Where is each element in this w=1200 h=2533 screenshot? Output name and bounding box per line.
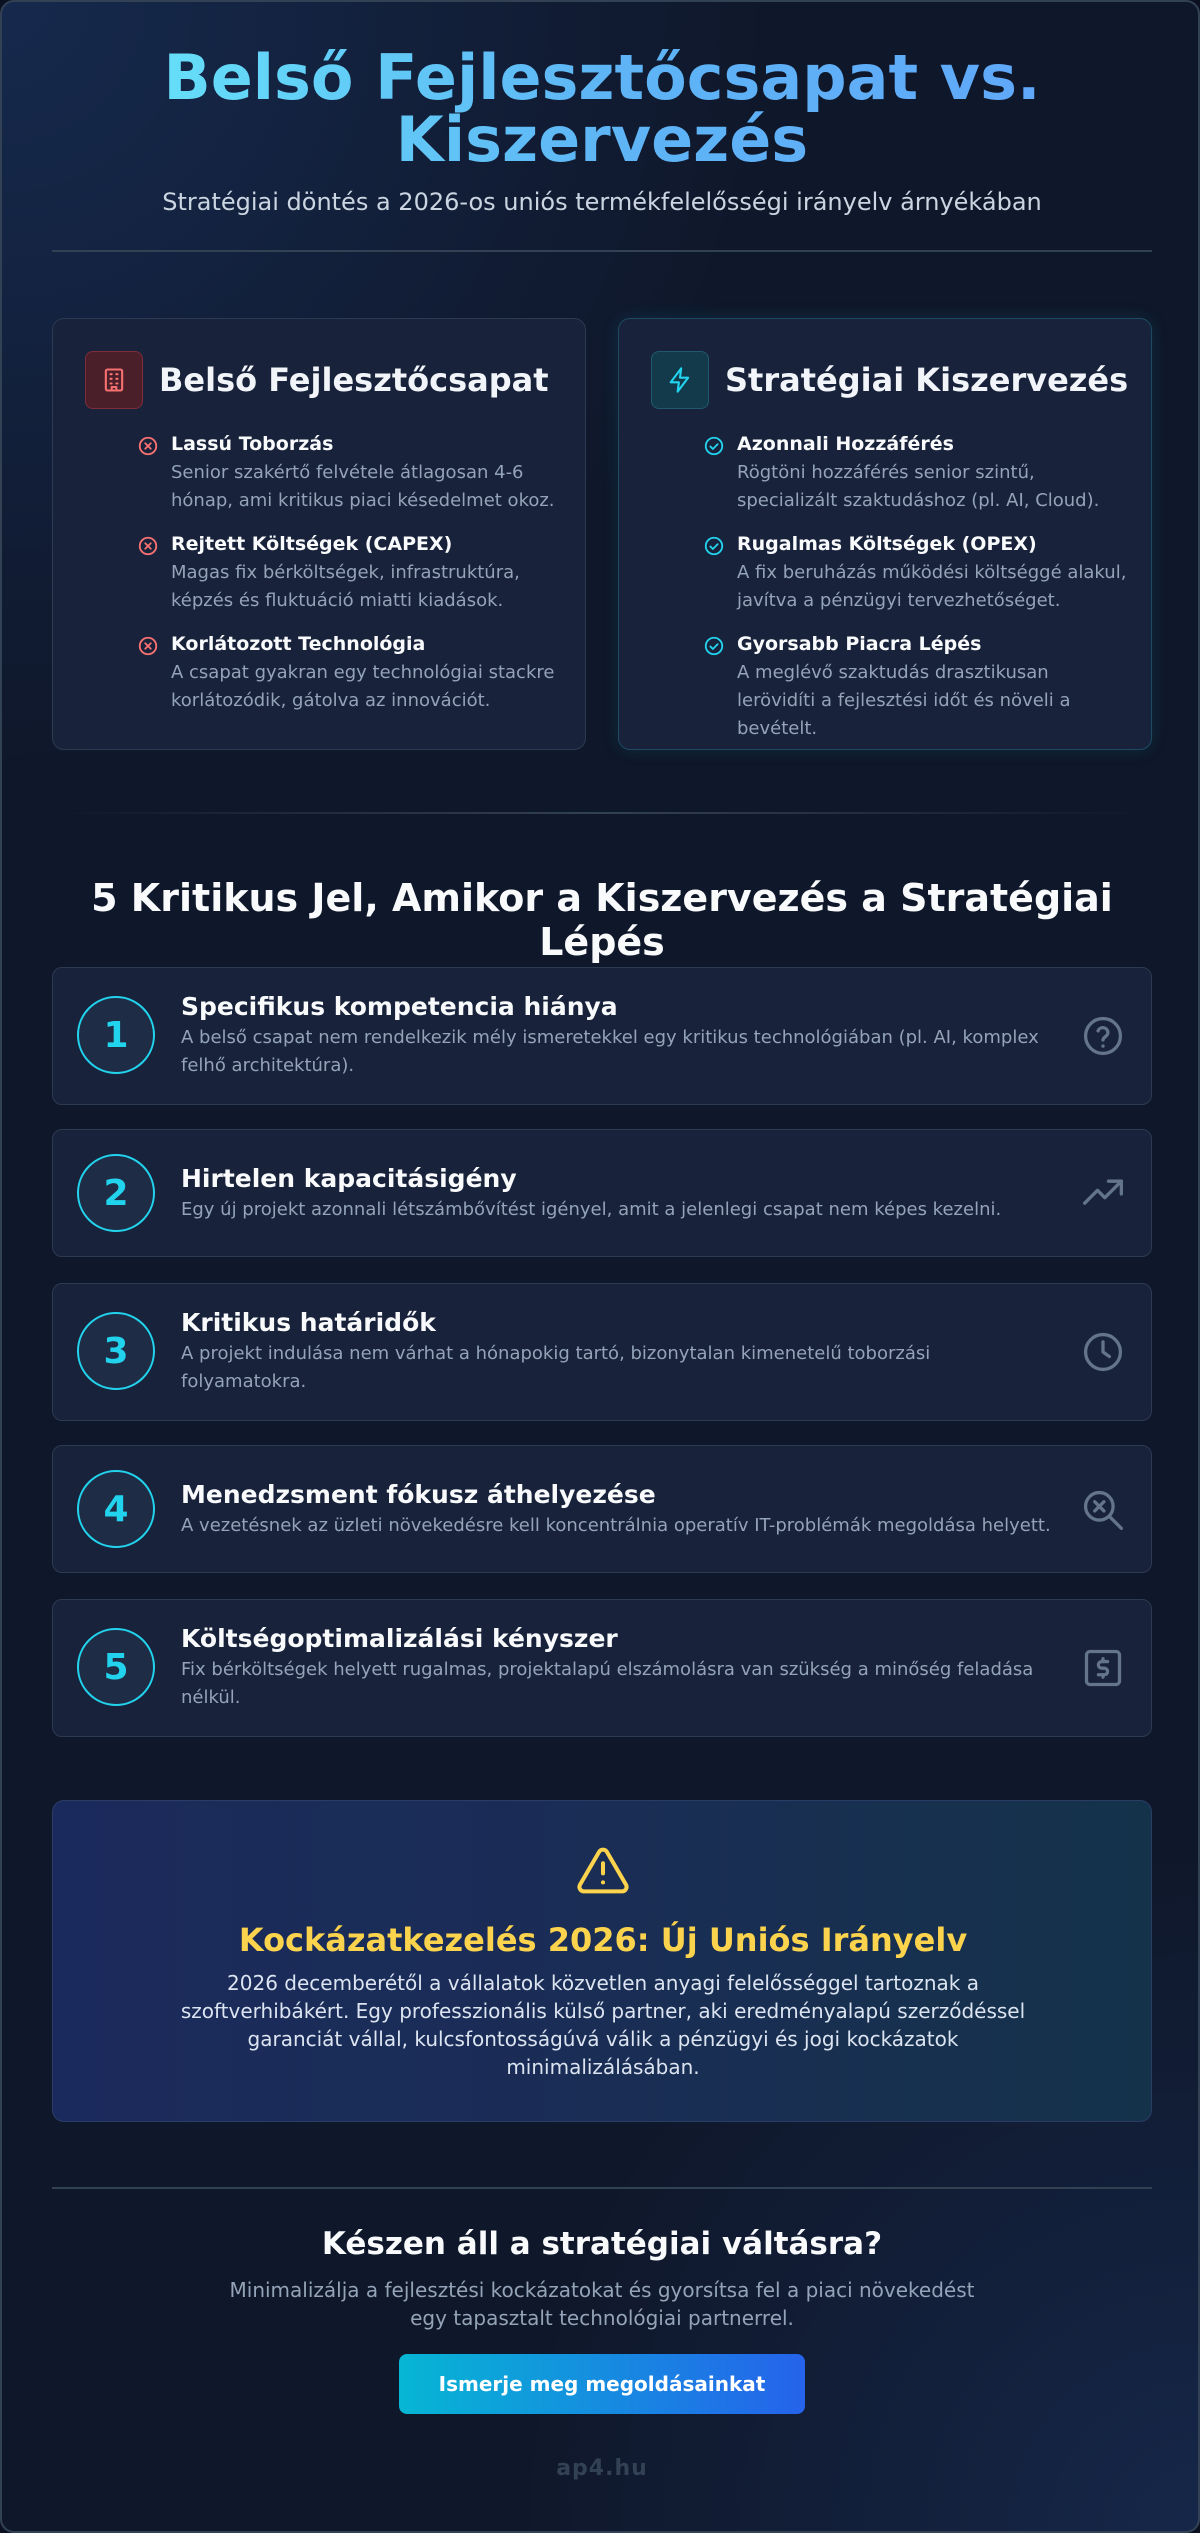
inhouse-point <box>53 531 587 615</box>
signal-item <box>52 1599 1152 1737</box>
cta-divider <box>52 2187 1152 2189</box>
check-circle-icon <box>703 535 725 557</box>
clock-icon <box>1081 1330 1125 1374</box>
building-icon <box>85 351 143 409</box>
question-circle-icon <box>1081 1014 1125 1058</box>
x-circle-icon <box>137 635 159 657</box>
page-subtitle: Stratégiai döntés a 2026-os uniós termékfelelősségi irányelv árnyékában <box>162 188 1042 216</box>
outsourcing-card-title: Stratégiai Kiszervezés <box>725 361 1129 399</box>
risk-title: Kockázatkezelés 2026: Új Uniós Irányelv <box>238 1921 968 1959</box>
search-x-icon <box>1081 1488 1125 1532</box>
signal-title: Hirtelen kapacitásigény <box>181 1164 517 1193</box>
signal-item <box>52 1129 1152 1257</box>
inhouse-card <box>52 318 586 750</box>
inhouse-point <box>53 431 587 515</box>
trending-up-icon <box>1081 1172 1125 1216</box>
risk-text: 2026 decemberétől a vállalatok közvetlen anyagi felelősséggel tartoznak a szoftverhibákért. Egy professzionális külső partner, aki eredményalapú szerződéssel garanciát vállal, kulcsfontosságúvá válik a pénzügyi és jogi kockázatok minimalizálásában. <box>180 1971 1026 2079</box>
signal-desc: Fix bérköltségek helyett rugalmas, projektalapú elszámolásra van szükség a minőség feladása nélkül. <box>181 1659 1034 1708</box>
signal-desc: A belső csapat nem rendelkezik mély ismeretekkel egy kritikus technológiában (pl. AI, komplex felhő architektúra). <box>181 1027 1039 1076</box>
cta-text: Minimalizálja a fejlesztési kockázatokat és gyorsítsa fel a piaci növekedést egy tapasztalt technológiai partnerrel. <box>229 2278 975 2330</box>
inhouse-point <box>53 631 587 715</box>
outsourcing-point <box>619 431 1153 515</box>
outsourcing-point <box>619 631 1153 743</box>
page-title-line-2: Kiszervezés <box>395 103 809 176</box>
outsourcing-point-desc: A fix beruházás működési költséggé alakul, javítva a pénzügyi tervezhetőséget. <box>737 562 1127 611</box>
lightning-icon <box>651 351 709 409</box>
inhouse-point-title: Rejtett Költségek (CAPEX) <box>171 533 453 555</box>
dollar-receipt-icon <box>1081 1646 1125 1690</box>
signal-title: Specifikus kompetencia hiánya <box>181 992 618 1021</box>
signals-section-title: 5 Kritikus Jel, Amikor a Kiszervezés a Stratégiai Lépés <box>91 876 1113 964</box>
signal-item <box>52 1283 1152 1421</box>
signal-item <box>52 1445 1152 1573</box>
check-circle-icon <box>703 435 725 457</box>
signal-desc: A vezetésnek az üzleti növekedésre kell koncentrálnia operatív IT-problémák megoldása helyett. <box>181 1515 1051 1536</box>
outsourcing-point-title: Gyorsabb Piacra Lépés <box>737 633 982 655</box>
signal-item <box>52 967 1152 1105</box>
signal-desc: Egy új projekt azonnali létszámbővítést igényel, amit a jelenlegi csapat nem képes kezelni. <box>181 1199 1002 1220</box>
section-divider <box>52 812 1152 814</box>
cta-title: Készen áll a stratégiai váltásra? <box>321 2226 883 2262</box>
outsourcing-card <box>618 318 1152 750</box>
warning-icon <box>574 1843 632 1897</box>
footer-brand[interactable]: ap4.hu <box>556 2456 648 2481</box>
signal-number: 3 <box>77 1312 155 1390</box>
outsourcing-point <box>619 531 1153 615</box>
outsourcing-point-title: Rugalmas Költségek (OPEX) <box>737 533 1037 555</box>
inhouse-point-title: Korlátozott Technológia <box>171 633 426 655</box>
inhouse-point-title: Lassú Toborzás <box>171 433 334 455</box>
check-circle-icon <box>703 635 725 657</box>
solutions-button[interactable]: Ismerje meg megoldásainkat <box>399 2354 805 2414</box>
page-title <box>52 41 1152 176</box>
outsourcing-point-title: Azonnali Hozzáférés <box>737 433 954 455</box>
x-circle-icon <box>137 435 159 457</box>
signal-number: 5 <box>77 1628 155 1706</box>
inhouse-point-desc: A csapat gyakran egy technológiai stackre korlátozódik, gátolva az innovációt. <box>171 662 555 711</box>
signal-title: Kritikus határidők <box>181 1308 436 1337</box>
signal-number: 1 <box>77 996 155 1074</box>
page-title-line-1: Belső Fejlesztőcsapat vs. <box>163 41 1041 114</box>
outsourcing-point-desc: A meglévő szaktudás drasztikusan lerövidíti a fejlesztési időt és növeli a bevételt. <box>737 662 1071 739</box>
header-divider <box>52 250 1152 252</box>
risk-callout <box>52 1800 1152 2122</box>
inhouse-point-desc: Magas fix bérköltségek, infrastruktúra, képzés és fluktuáció miatti kiadások. <box>171 562 520 611</box>
outsourcing-point-desc: Rögtöni hozzáférés senior szintű, specializált szaktudáshoz (pl. AI, Cloud). <box>737 462 1100 511</box>
signal-title: Költségoptimalizálási kényszer <box>181 1624 618 1653</box>
signal-number: 4 <box>77 1470 155 1548</box>
signal-desc: A projekt indulása nem várhat a hónapokig tartó, bizonytalan kimenetelű toborzási folyamatokra. <box>181 1343 931 1392</box>
inhouse-point-desc: Senior szakértő felvétele átlagosan 4-6 hónap, ami kritikus piaci késedelmet okoz. <box>171 462 555 511</box>
inhouse-card-title: Belső Fejlesztőcsapat <box>159 361 549 399</box>
signal-title: Menedzsment fókusz áthelyezése <box>181 1480 656 1509</box>
x-circle-icon <box>137 535 159 557</box>
signal-number: 2 <box>77 1154 155 1232</box>
